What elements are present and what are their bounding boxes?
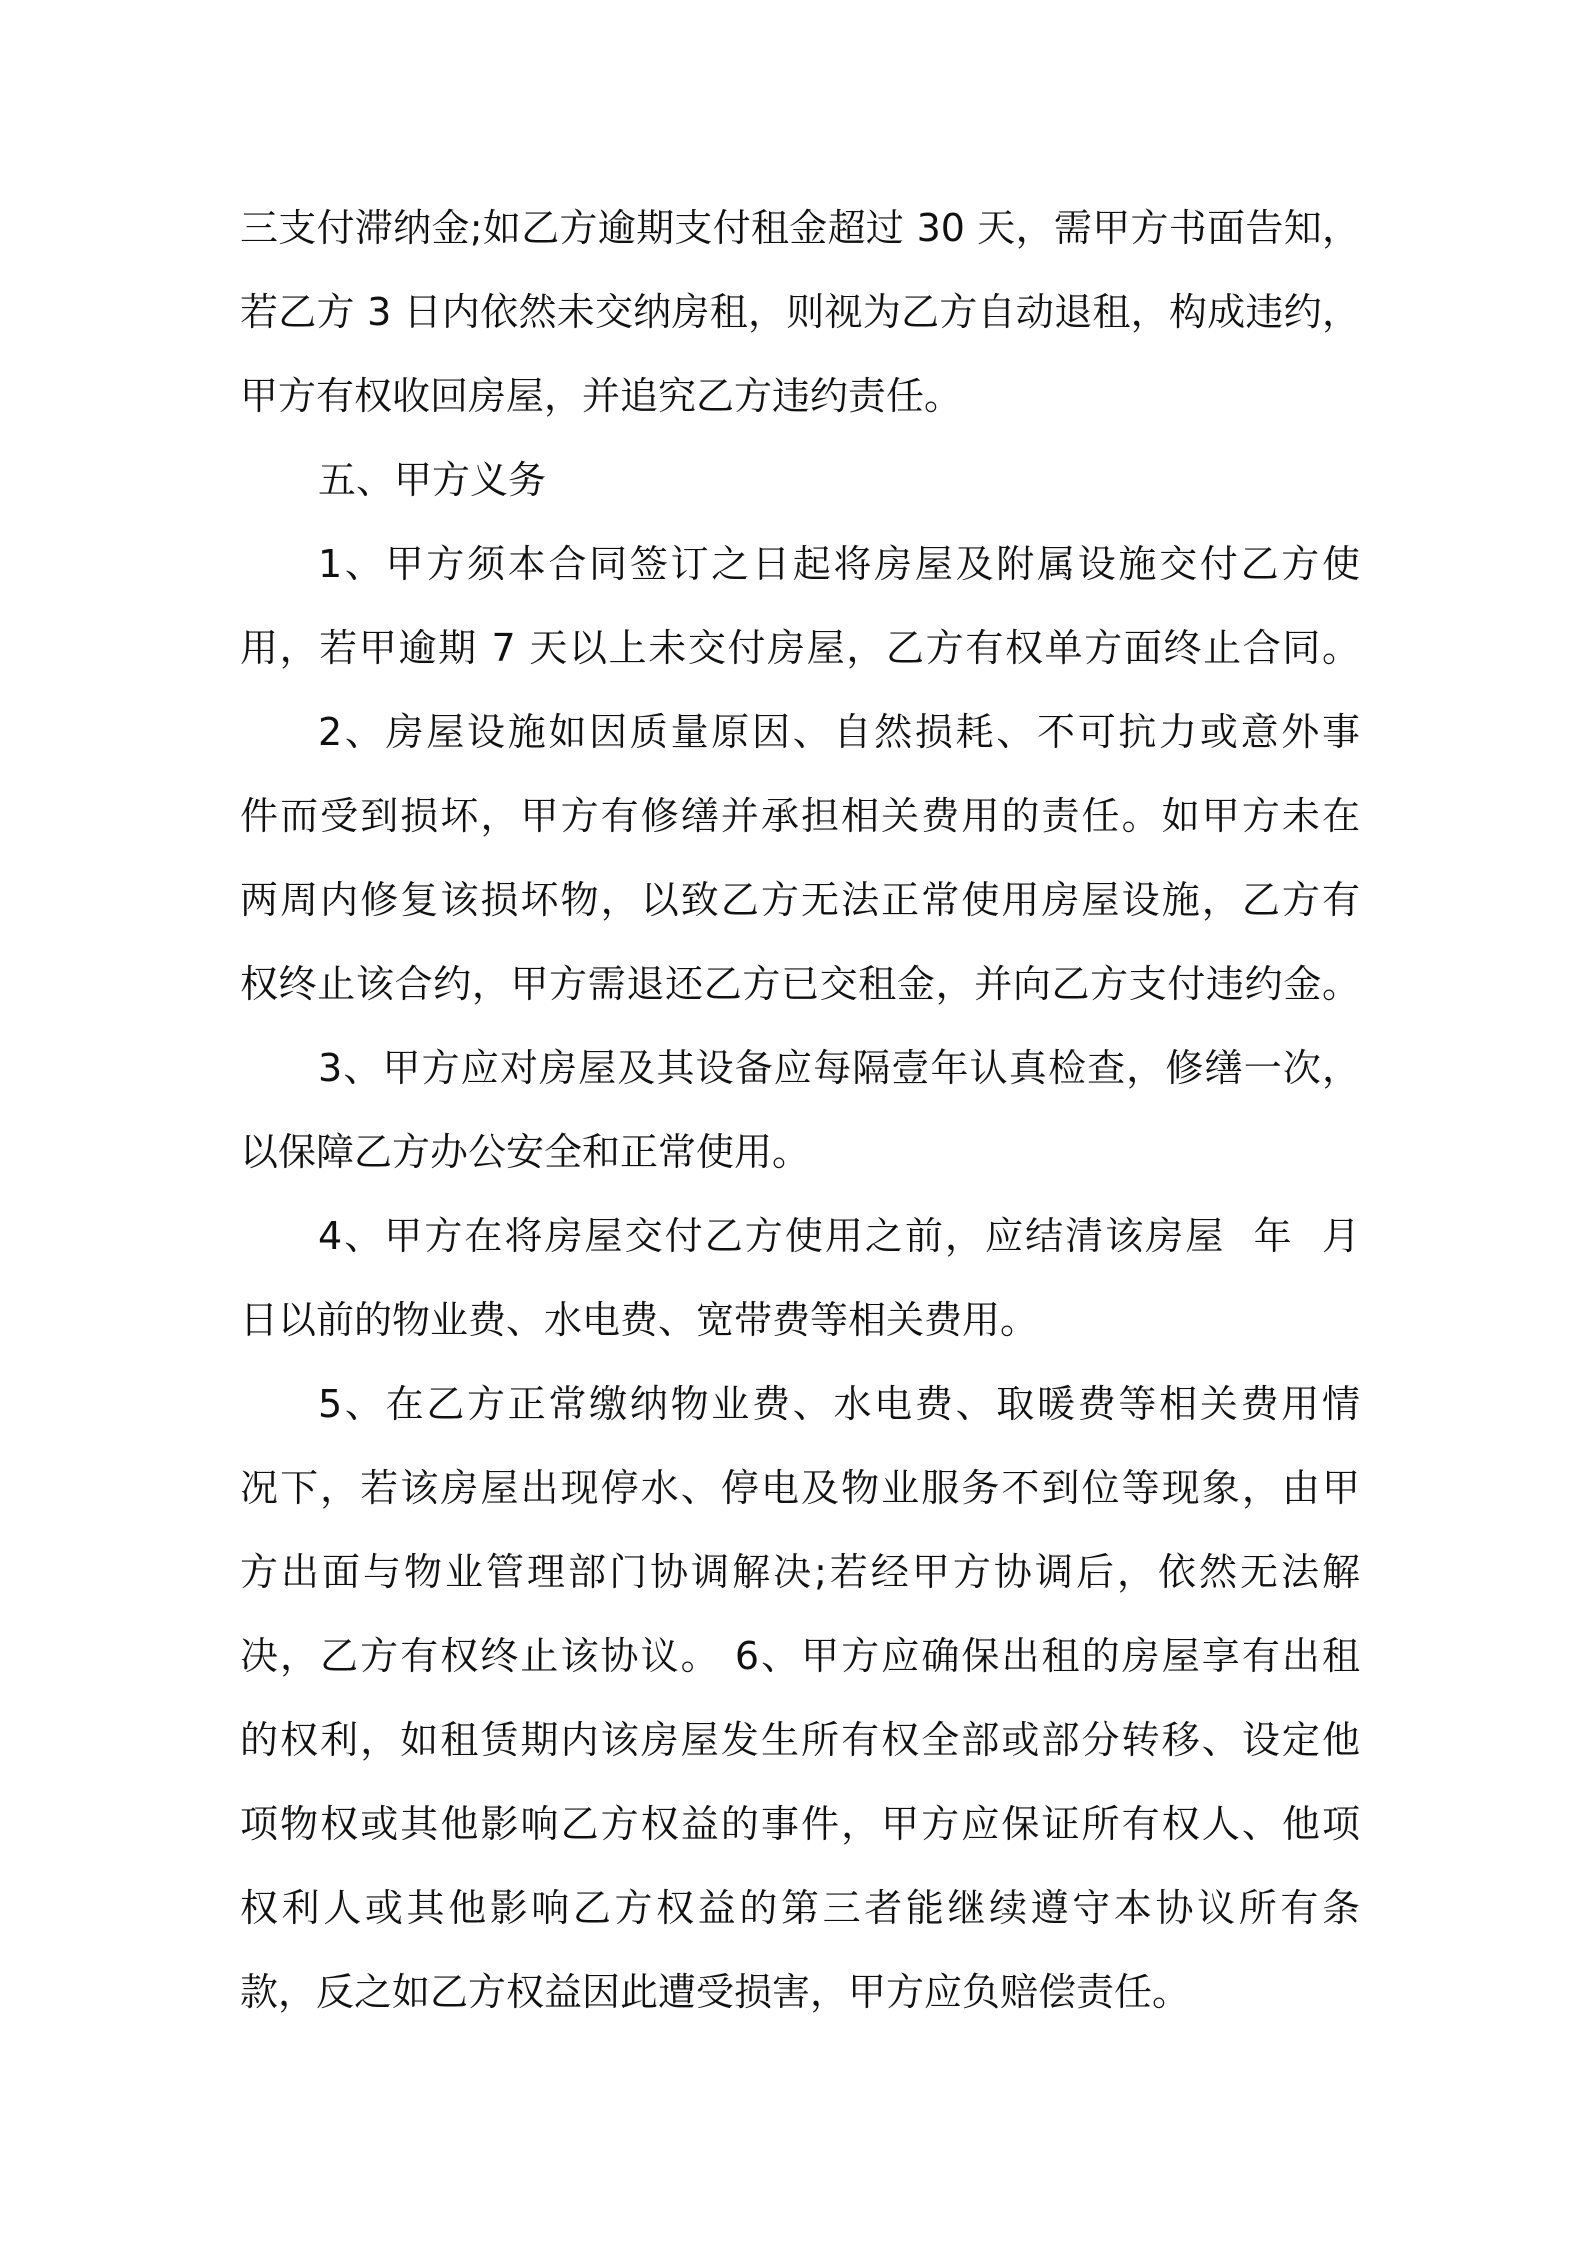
clause-5-line-2: 况下，若该房屋出现停水、停电及物业服务不到位等现象，由甲 bbox=[240, 1466, 1360, 1510]
clause-3-line-2: 以保障乙方办公安全和正常使用。 bbox=[240, 1130, 811, 1174]
clause-6-line-4: 权利人或其他影响乙方权益的第三者能继续遵守本协议所有条 bbox=[240, 1886, 1360, 1930]
section-heading-party-a-obligations: 五、甲方义务 bbox=[318, 458, 547, 502]
body-line-2: 若乙方 3 日内依然未交纳房租，则视为乙方自动退租，构成违约， bbox=[240, 290, 1360, 334]
clause-2-line-3: 两周内修复该损坏物，以致乙方无法正常使用房屋设施，乙方有 bbox=[240, 878, 1360, 922]
clause-2-line-2: 件而受到损坏，甲方有修缮并承担相关费用的责任。如甲方未在 bbox=[240, 794, 1360, 838]
clause-5-6-line: 决，乙方有权终止该协议。 6、甲方应确保出租的房屋享有出租 bbox=[240, 1634, 1360, 1678]
clause-6-line-3: 项物权或其他影响乙方权益的事件，甲方应保证所有权人、他项 bbox=[240, 1802, 1360, 1846]
clause-6-line-5: 款，反之如乙方权益因此遭受损害，甲方应负赔偿责任。 bbox=[240, 1970, 1191, 2014]
clause-2-line-4: 权终止该合约，甲方需退还乙方已交租金，并向乙方支付违约金。 bbox=[240, 962, 1360, 1006]
clause-1-line-1: 1、甲方须本合同签订之日起将房屋及附属设施交付乙方使 bbox=[318, 542, 1360, 586]
clause-6-line-2: 的权利，如租赁期内该房屋发生所有权全部或部分转移、设定他 bbox=[240, 1718, 1360, 1762]
clause-5-line-3: 方出面与物业管理部门协调解决;若经甲方协调后，依然无法解 bbox=[240, 1550, 1360, 1594]
clause-3-line-1: 3、甲方应对房屋及其设备应每隔壹年认真检查，修缮一次， bbox=[318, 1046, 1360, 1090]
clause-1-line-2: 用，若甲逾期 7 天以上未交付房屋，乙方有权单方面终止合同。 bbox=[240, 626, 1360, 670]
body-line-3: 甲方有权收回房屋，并追究乙方违约责任。 bbox=[240, 374, 963, 418]
body-line-1: 三支付滞纳金;如乙方逾期支付租金超过 30 天，需甲方书面告知， bbox=[240, 206, 1360, 250]
clause-4-line-2: 日以前的物业费、水电费、宽带费等相关费用。 bbox=[240, 1298, 1039, 1342]
clause-2-line-1: 2、房屋设施如因质量原因、自然损耗、不可抗力或意外事 bbox=[318, 710, 1360, 754]
clause-5-line-1: 5、在乙方正常缴纳物业费、水电费、取暖费等相关费用情 bbox=[318, 1382, 1360, 1426]
clause-4-line-1: 4、甲方在将房屋交付乙方使用之前，应结清该房屋 年 月 bbox=[318, 1214, 1360, 1258]
